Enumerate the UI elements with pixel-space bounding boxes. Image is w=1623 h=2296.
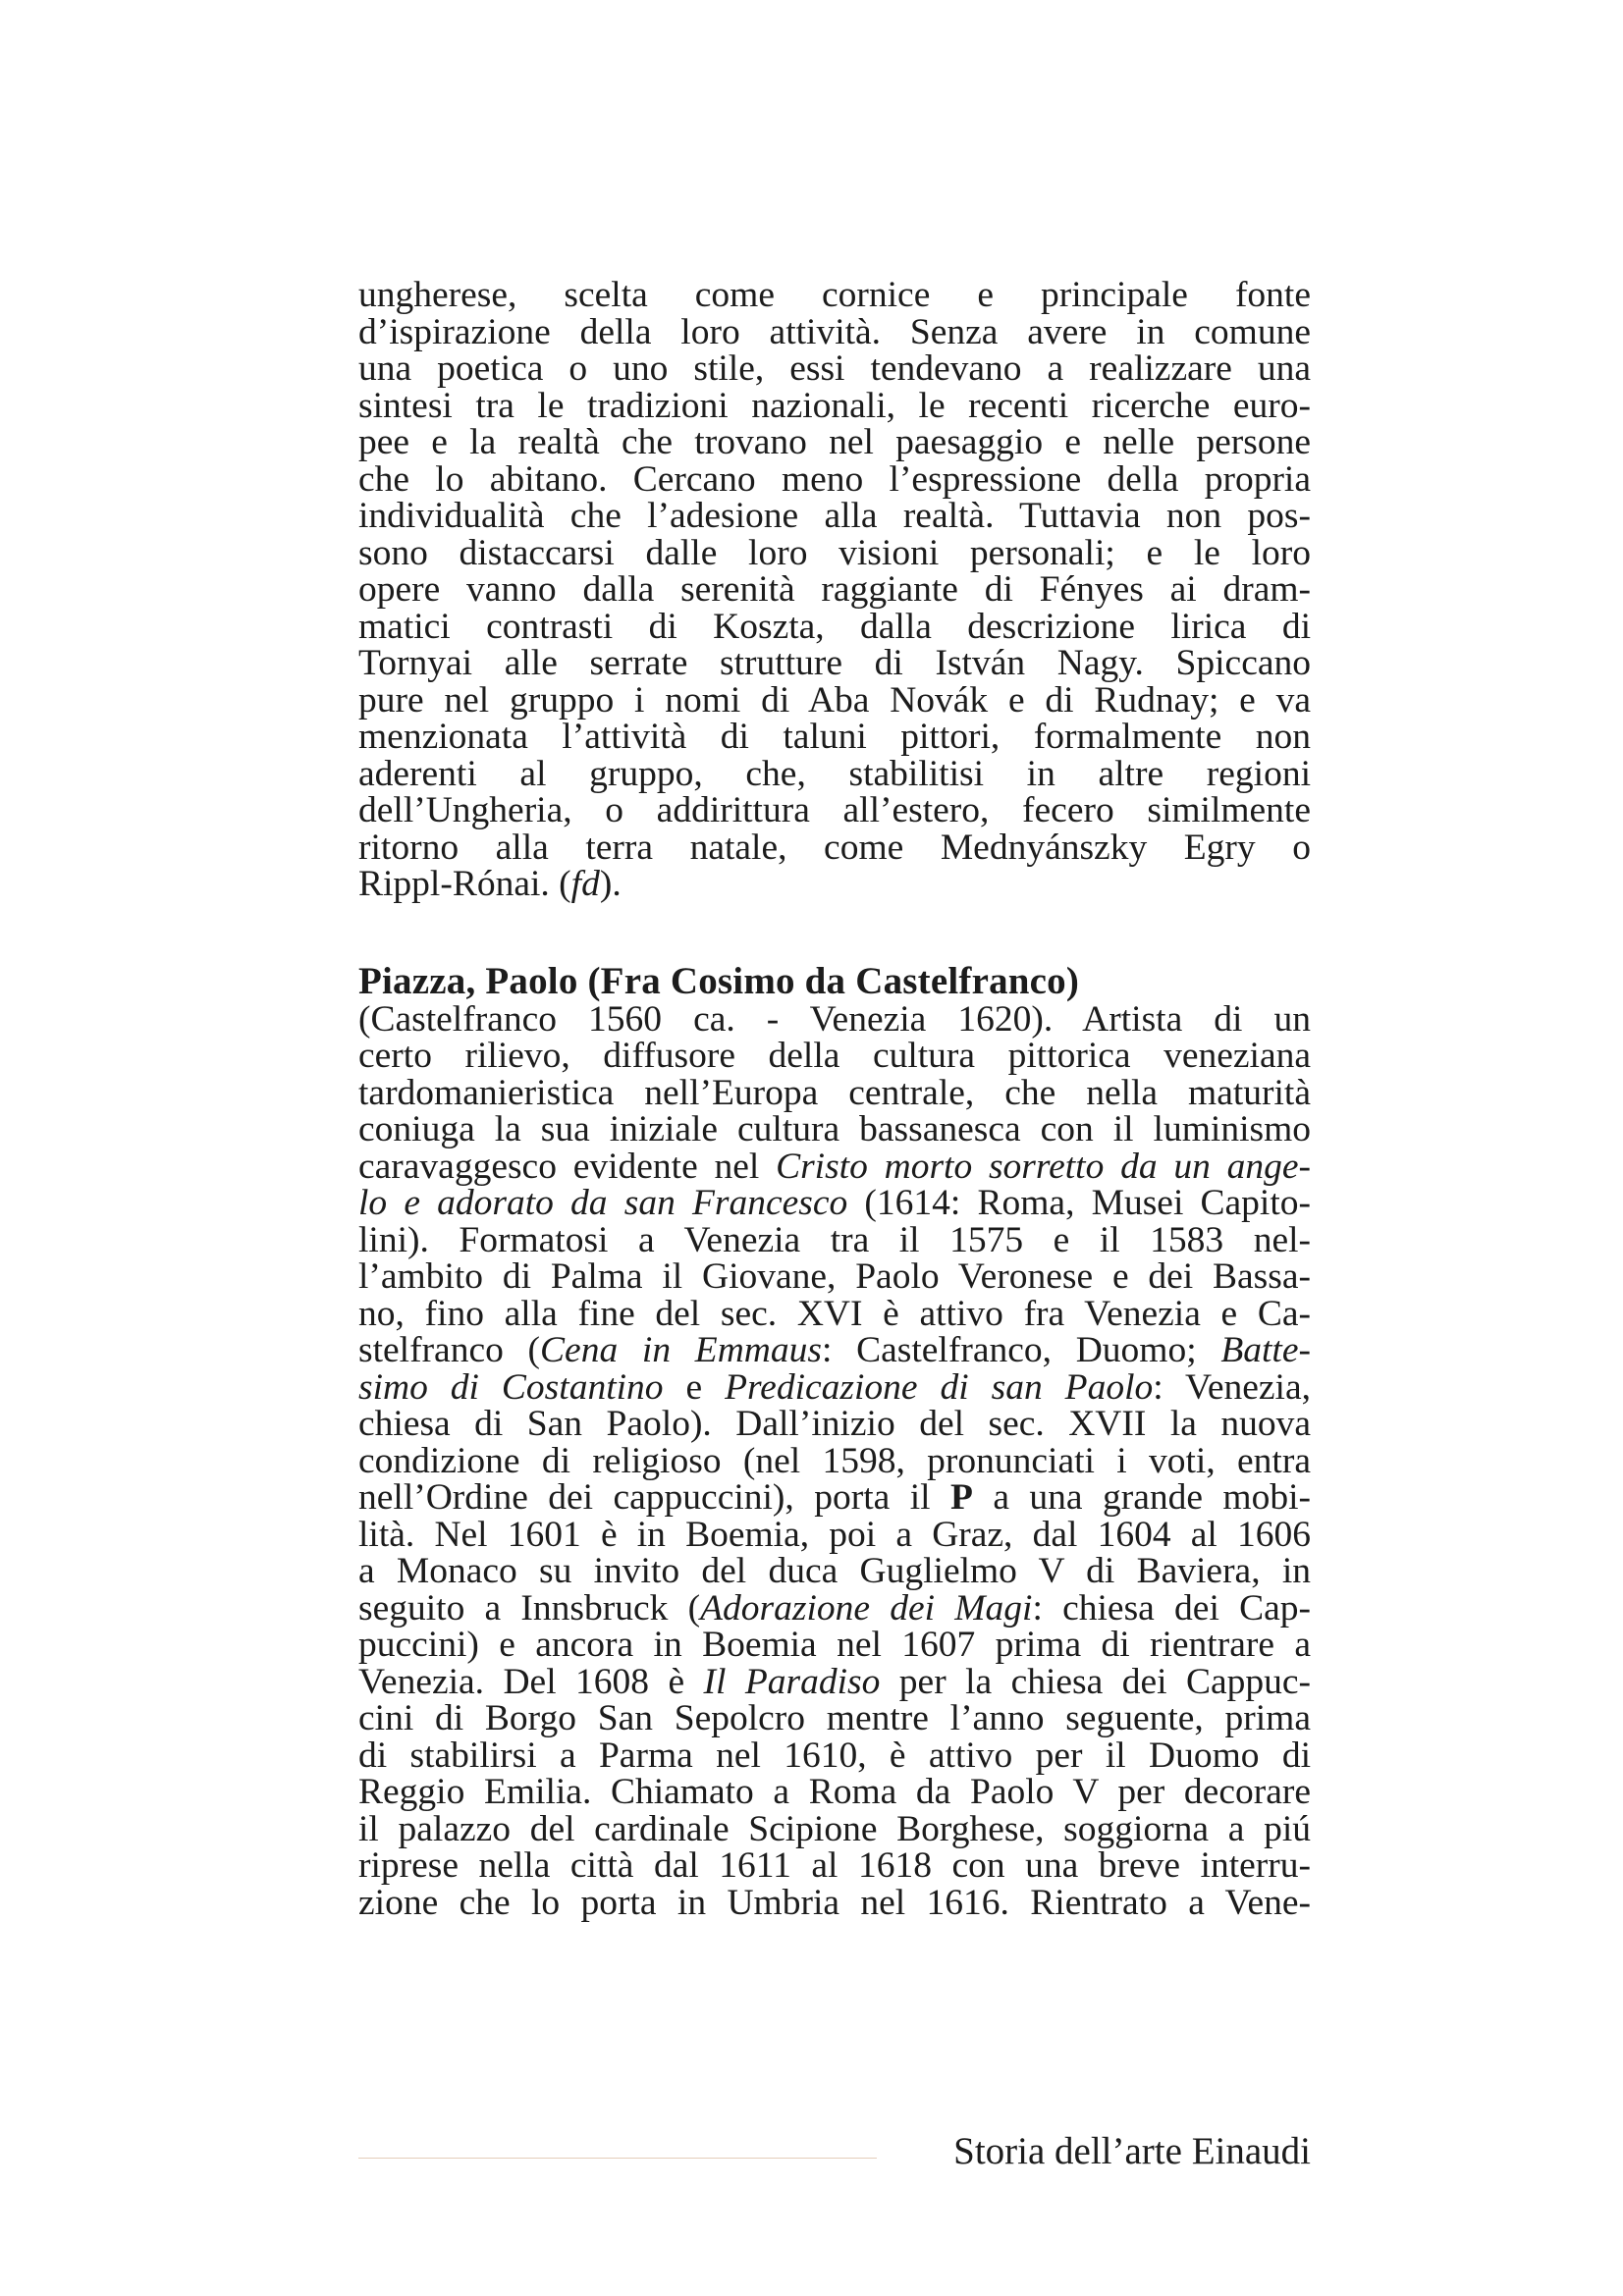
text-line: sono distaccarsi dalle loro visioni personali; e le loro bbox=[358, 532, 1311, 573]
text-line: puccini) e ancora in Boemia nel 1607 prima di rientrare a bbox=[358, 1625, 1311, 1665]
text-line: di stabilirsi a Parma nel 1610, è attivo per il Duomo di bbox=[358, 1735, 1311, 1776]
text-line: a Monaco su invito del duca Guglielmo V di Baviera, in bbox=[358, 1551, 1311, 1591]
text-line: Tornyai alle serrate strutture di István Nagy. Spiccano bbox=[358, 643, 1311, 683]
text-line: condizione di religioso (nel 1598, pronunciati i voti, entra bbox=[358, 1440, 1311, 1481]
entry-body bbox=[358, 998, 1311, 1923]
text-line: individualità che l’adesione alla realtà. Tuttavia non pos- bbox=[358, 496, 1311, 536]
text-line: certo rilievo, diffusore della cultura pittorica veneziana bbox=[358, 1036, 1311, 1076]
text-line: seguito a Innsbruck (Adorazione dei Magi: chiesa dei Cap- bbox=[358, 1587, 1311, 1629]
text-line: stelfranco (Cena in Emmaus: Castelfranco, Duomo; Batte- bbox=[358, 1330, 1311, 1370]
text-line: nell’Ordine dei cappuccini), porta il P a una grande mobi- bbox=[358, 1477, 1311, 1518]
text-line: matici contrasti di Koszta, dalla descrizione lirica di bbox=[358, 606, 1311, 647]
text-line: riprese nella città dal 1611 al 1618 con una breve interru- bbox=[358, 1845, 1311, 1886]
text-line: d’ispirazione della loro attività. Senza avere in comune bbox=[358, 311, 1311, 352]
footer-title: Storia dell’arte Einaudi bbox=[953, 2130, 1311, 2172]
text-line: opere vanno dalla serenità raggiante di Fényes ai dram- bbox=[358, 569, 1311, 610]
text-line: simo di Costantino e Predicazione di san Paolo: Venezia, bbox=[358, 1366, 1311, 1408]
text-line: chiesa di San Paolo). Dall’inizio del sec. XVII la nuova bbox=[358, 1404, 1311, 1444]
text-line: cini di Borgo San Sepolcro mentre l’anno seguente, prima bbox=[358, 1698, 1311, 1738]
text-line: (Castelfranco 1560 ca. - Venezia 1620). Artista di un bbox=[358, 998, 1311, 1040]
entry-heading: Piazza, Paolo (Fra Cosimo da Castelfranco) bbox=[358, 959, 1080, 1002]
text-line: menzionata l’attività di taluni pittori, formalmente non bbox=[358, 717, 1311, 757]
text-line: zione che lo porta in Umbria nel 1616. Rientrato a Vene- bbox=[358, 1882, 1311, 1923]
text-line: l’ambito di Palma il Giovane, Paolo Veronese e dei Bassa- bbox=[358, 1256, 1311, 1297]
text-line: ritorno alla terra natale, come Mednyánszky Egry o bbox=[358, 827, 1311, 868]
text-line: ungherese, scelta come cornice e principale fonte bbox=[358, 275, 1311, 315]
text-line: una poetica o uno stile, essi tendevano a realizzare una bbox=[358, 348, 1311, 389]
text-line: il palazzo del cardinale Scipione Borghese, soggiorna a piú bbox=[358, 1808, 1311, 1849]
footer-rule bbox=[358, 2158, 877, 2159]
text-line: lini). Formatosi a Venezia tra il 1575 e il 1583 nel- bbox=[358, 1219, 1311, 1260]
text-line: pee e la realtà che trovano nel paesaggio e nelle persone bbox=[358, 422, 1311, 462]
text-line: lo e adorato da san Francesco (1614: Roma, Musei Capito- bbox=[358, 1183, 1311, 1223]
text-line: sintesi tra le tradizioni nazionali, le recenti ricerche euro- bbox=[358, 385, 1311, 426]
text-line: dell’Ungheria, o addirittura all’estero, fecero similmente bbox=[358, 790, 1311, 830]
text-line: Reggio Emilia. Chiamato a Roma da Paolo V per decorare bbox=[358, 1772, 1311, 1812]
text-line: che lo abitano. Cercano meno l’espressione della propria bbox=[358, 458, 1311, 500]
continuation-paragraph bbox=[358, 277, 1311, 903]
page-body bbox=[358, 277, 1311, 1921]
text-line: Rippl-Rónai. (fd). bbox=[358, 864, 622, 904]
text-line: aderenti al gruppo, che, stabilitisi in altre regioni bbox=[358, 753, 1311, 794]
text-line: caravaggesco evidente nel Cristo morto sorretto da un ange- bbox=[358, 1146, 1311, 1187]
entry-gap bbox=[358, 903, 1311, 961]
text-line: Venezia. Del 1608 è Il Paradiso per la chiesa dei Cappuc- bbox=[358, 1661, 1311, 1702]
text-line: no, fino alla fine del sec. XVI è attivo fra Venezia e Ca- bbox=[358, 1293, 1311, 1334]
text-line: coniuga la sua iniziale cultura bassanesca con il luminismo bbox=[358, 1109, 1311, 1149]
text-line: lità. Nel 1601 è in Boemia, poi a Graz, dal 1604 al 1606 bbox=[358, 1514, 1311, 1555]
text-line: tardomanieristica nell’Europa centrale, che nella maturità bbox=[358, 1072, 1311, 1113]
text-line: pure nel gruppo i nomi di Aba Novák e di Rudnay; e va bbox=[358, 679, 1311, 721]
